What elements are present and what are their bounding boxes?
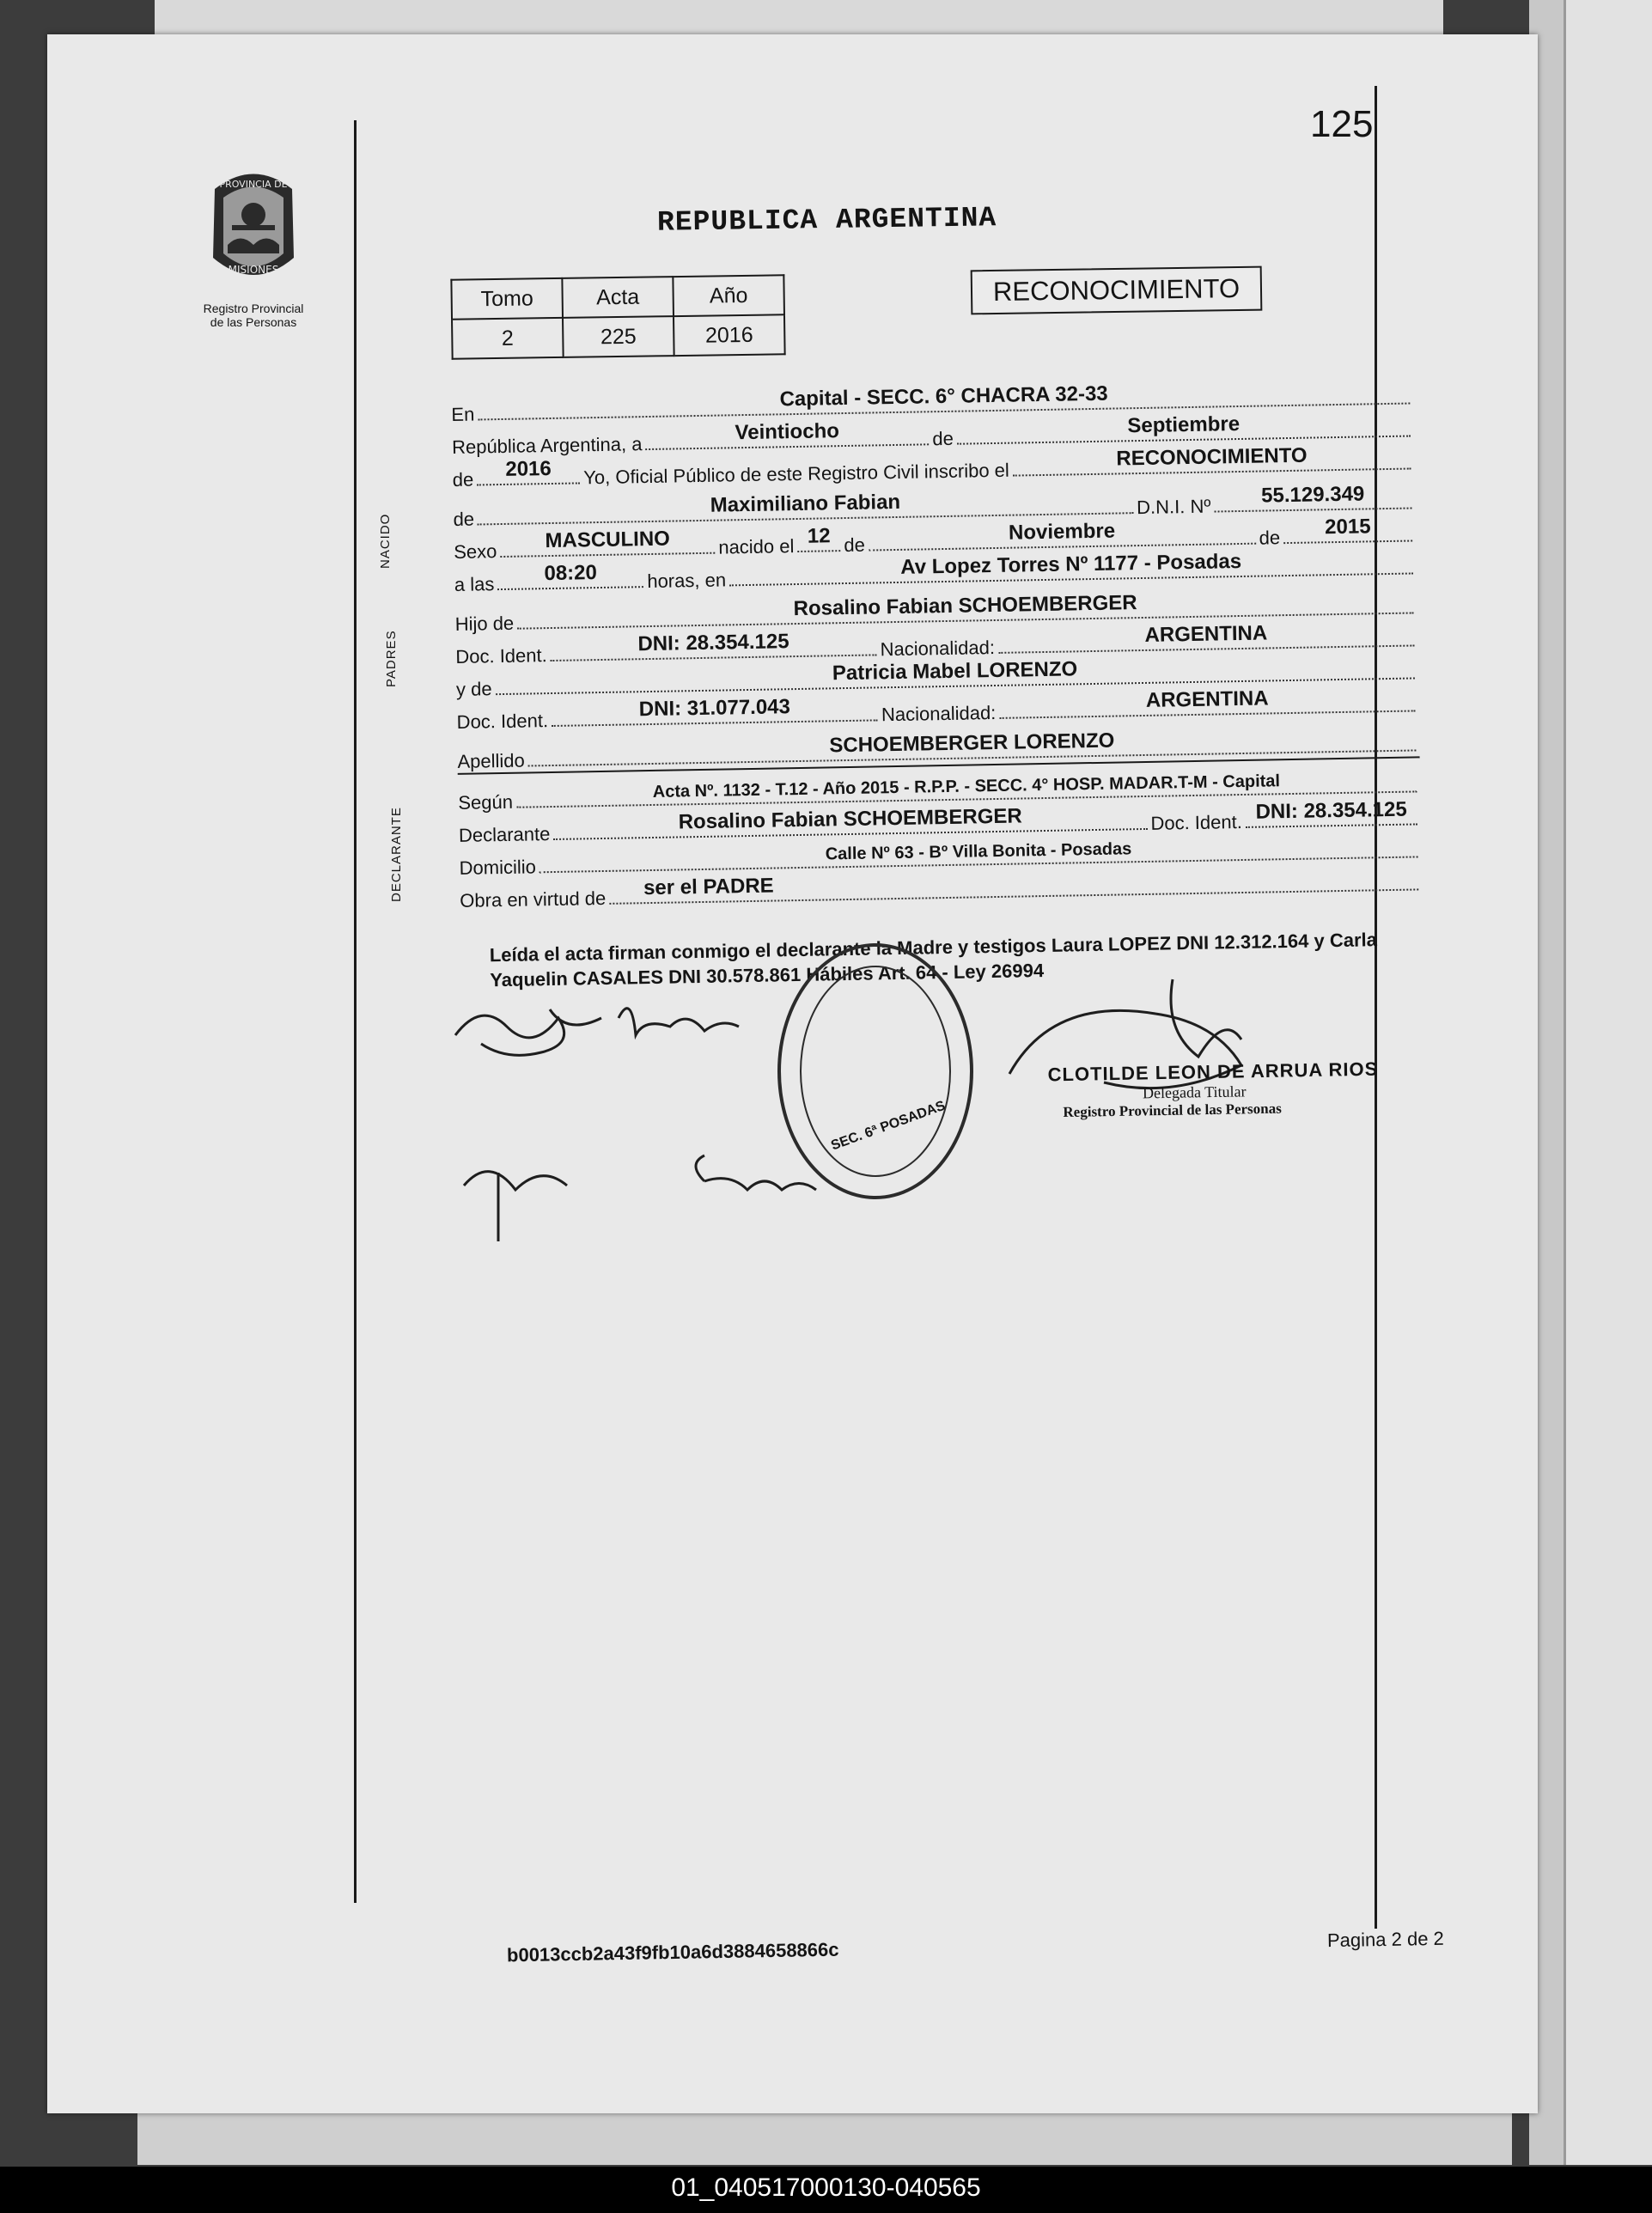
registry-logo — [189, 163, 318, 378]
value-mother-nat: ARGENTINA — [1145, 686, 1269, 712]
value-dni: 55.129.349 — [1260, 482, 1365, 508]
label-de-mes: de — [932, 427, 954, 450]
value-declarante: Rosalino Fabian SCHOEMBERGER — [678, 804, 1022, 834]
value-sexo: MASCULINO — [545, 527, 671, 553]
value-father-nat: ARGENTINA — [1144, 621, 1268, 647]
side-label-padres: PADRES — [384, 630, 399, 687]
value-birth-year: 2015 — [1324, 515, 1371, 540]
registry-value-tomo: 2 — [452, 318, 564, 359]
value-day: Veintiocho — [735, 419, 840, 445]
label-de-bmonth: de — [844, 533, 866, 557]
officer-title: Delegada Titular — [1142, 1082, 1247, 1102]
label-yde: y de — [455, 678, 492, 700]
file-id: 01_040517000130-040565 — [671, 2173, 981, 2202]
value-father-doc: DNI: 28.354.125 — [637, 630, 789, 656]
value-declarante-doc: DNI: 28.354.125 — [1255, 797, 1407, 824]
label-declarante: Declarante — [458, 823, 551, 846]
label-doc-declarante: Doc. Ident. — [1150, 811, 1243, 834]
registry-table — [450, 274, 785, 359]
province-emblem-icon — [198, 163, 309, 292]
officer-office: Registro Provincial de las Personas — [1063, 1100, 1282, 1121]
label-de-byear: de — [1259, 527, 1281, 549]
side-label-declarante: DECLARANTE — [389, 807, 404, 902]
officer-block — [1047, 1058, 1379, 1122]
value-year: 2016 — [505, 456, 552, 481]
registry-value-acta: 225 — [563, 316, 674, 357]
left-margin-line — [354, 120, 357, 1903]
value-obra: ser el PADRE — [643, 874, 774, 900]
value-inscribo: RECONOCIMIENTO — [1116, 443, 1308, 471]
label-republica: República Argentina, a — [451, 433, 643, 458]
pagination: Pagina 2 de 2 — [1326, 1927, 1444, 1952]
label-de-anio: de — [452, 468, 474, 491]
document-title: REPUBLICA ARGENTINA — [656, 202, 997, 239]
closing-paragraph: Leída el acta firman conmigo el declarante la Madre y testigos Laura LOPEZ DNI 12.312.164 y Carla Yaquelin CASALES DNI 30.578.861 Hábiles Art. 64 - Ley 26994 — [489, 929, 1378, 991]
document-hash: b0013ccb2a43f9fb10a6d3884658866c — [506, 1938, 839, 1966]
value-place: Av Lopez Torres Nº 1177 - Posadas — [900, 549, 1242, 579]
document-page — [47, 34, 1538, 2113]
registry-header-acta: Acta — [562, 277, 674, 318]
value-time: 08:20 — [544, 561, 598, 586]
label-en: En — [451, 403, 475, 425]
value-apellido: SCHOEMBERGER LORENZO — [829, 729, 1115, 758]
registry-header-ano: Año — [673, 275, 784, 316]
label-horas: horas, en — [647, 569, 727, 593]
label-obra: Obra en virtud de — [460, 887, 607, 911]
label-domicilio: Domicilio — [459, 856, 537, 879]
label-hijo: Hijo de — [454, 612, 515, 635]
value-domicilio: Calle Nº 63 - Bº Villa Bonita - Posadas — [825, 839, 1132, 864]
value-segun: Acta Nº. 1132 - T.12 - Año 2015 - R.P.P. - SECC. 4° HOSP. MADAR.T-M - Capital — [652, 771, 1281, 802]
registry-header-row — [451, 275, 784, 319]
label-dni: D.N.I. Nº — [1136, 495, 1211, 519]
label-sexo: Sexo — [454, 540, 497, 563]
value-name: Maximiliano Fabian — [710, 490, 901, 517]
certificate-form — [451, 376, 1422, 911]
emblem-text-bottom: MISIONES — [228, 264, 279, 276]
value-mother-doc: DNI: 31.077.043 — [638, 695, 791, 722]
registry-value-ano: 2016 — [674, 314, 785, 356]
label-nac-madre: Nacionalidad: — [881, 701, 997, 726]
registry-value-row — [452, 314, 785, 358]
value-month: Septiembre — [1127, 412, 1241, 438]
witness-signatures — [447, 984, 893, 1241]
label-doc-padre: Doc. Ident. — [455, 644, 547, 668]
stamp-text: SEC. 6ª POSADAS — [829, 1098, 948, 1154]
value-mother: Patricia Mabel LORENZO — [832, 657, 1078, 686]
value-birth-day: 12 — [807, 524, 831, 548]
label-nac-padre: Nacionalidad: — [880, 637, 996, 661]
page-number: 125 — [1310, 103, 1374, 145]
registry-header-tomo: Tomo — [451, 278, 563, 320]
label-yo: Yo, Oficial Público de este Registro Civil inscribo el — [582, 459, 1009, 489]
label-segun: Según — [458, 790, 514, 814]
value-en: Capital - SECC. 6° CHACRA 32-33 — [779, 381, 1108, 412]
label-de-nombre: de — [453, 508, 475, 530]
side-label-nacido: NACIDO — [378, 513, 393, 569]
act-type-box: RECONOCIMIENTO — [971, 266, 1263, 315]
emblem-text-top: PROVINCIA DE — [219, 179, 288, 190]
background-page-edge — [1564, 0, 1652, 2165]
label-apellido: Apellido — [457, 749, 525, 772]
logo-caption-2: de las Personas — [210, 315, 297, 329]
label-alas: a las — [454, 573, 495, 595]
value-birth-month: Noviembre — [1008, 519, 1116, 545]
value-father: Rosalino Fabian SCHOEMBERGER — [793, 591, 1137, 621]
label-doc-madre: Doc. Ident. — [456, 710, 549, 733]
officer-name: CLOTILDE LEON DE ARRUA RIOS — [1047, 1058, 1379, 1086]
logo-caption-1: Registro Provincial — [203, 302, 304, 315]
label-nacido: nacido el — [718, 535, 795, 558]
right-margin-line — [1375, 86, 1377, 1929]
